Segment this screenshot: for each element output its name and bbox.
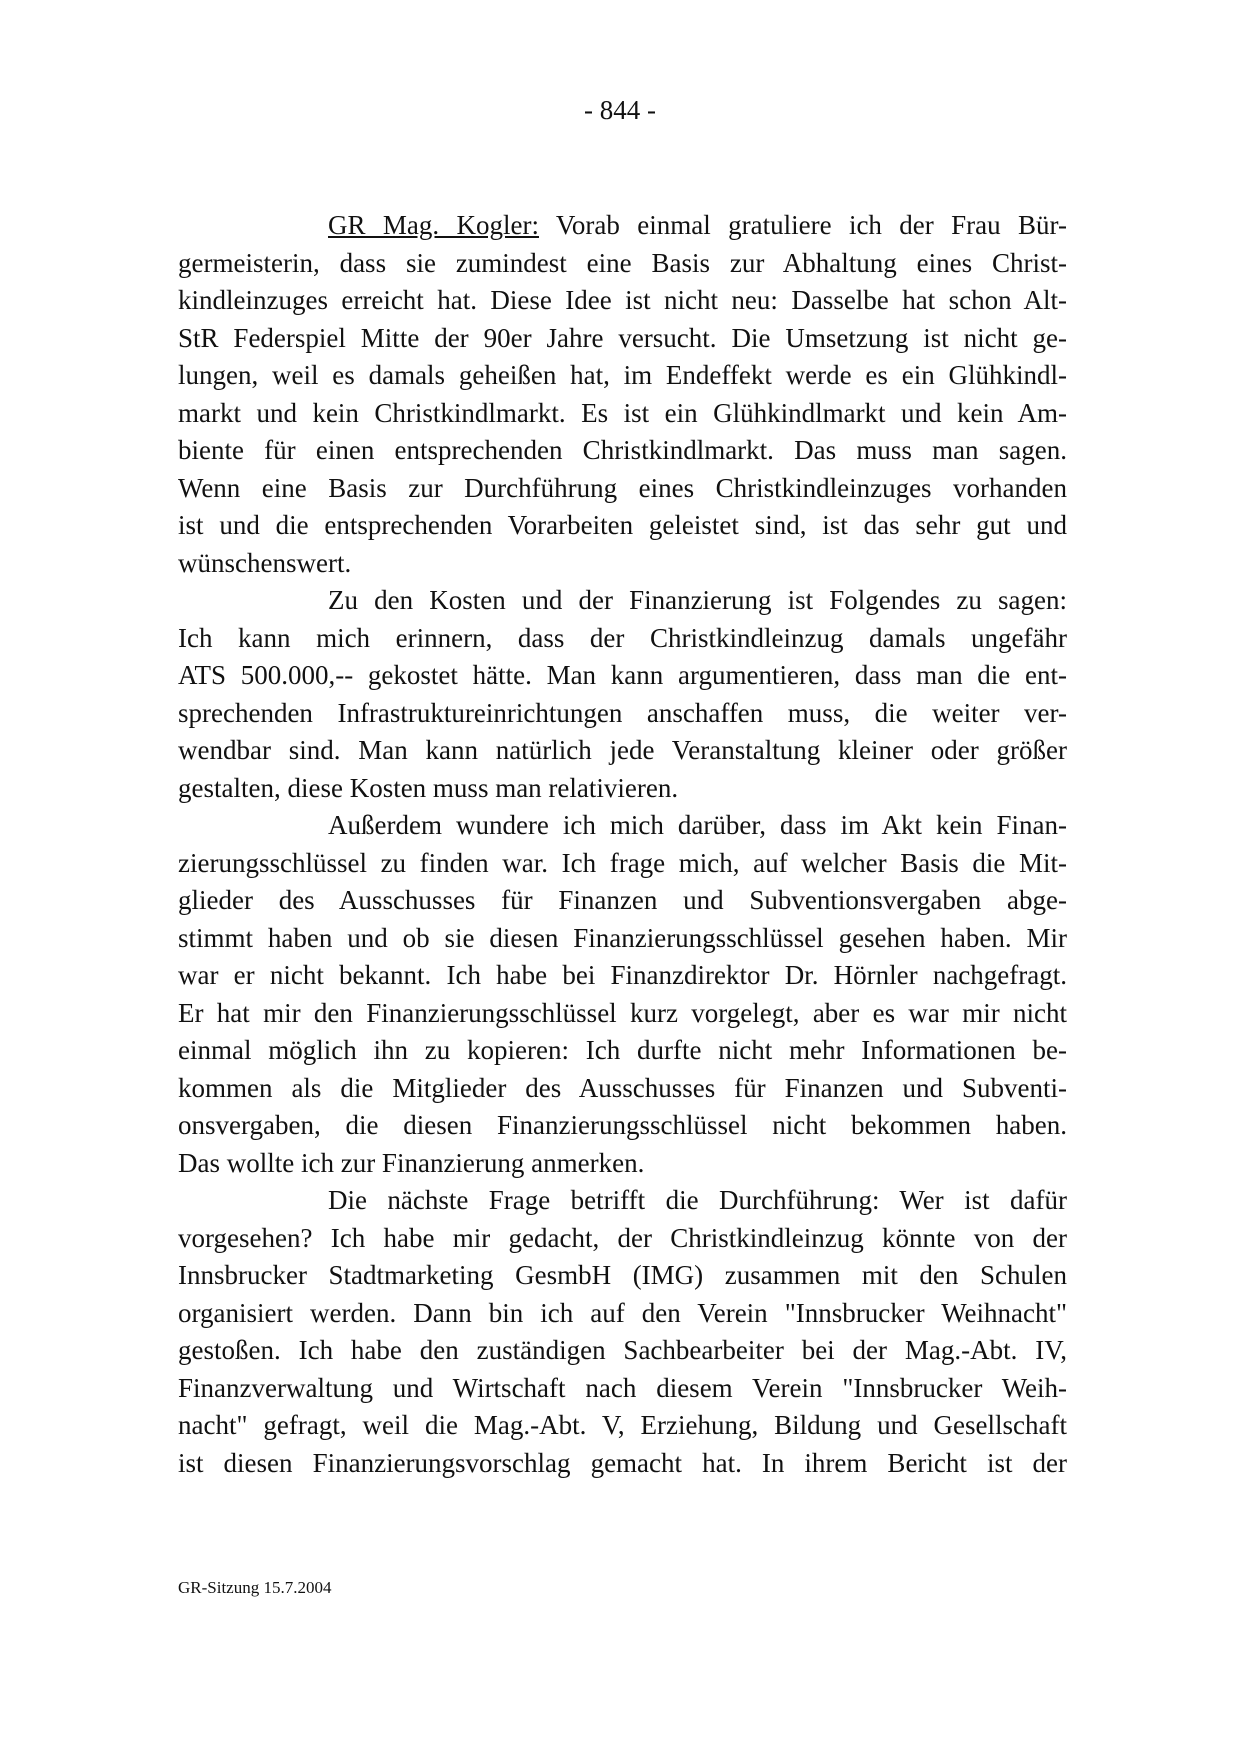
- paragraph-2: [178, 582, 1067, 807]
- text-line: kommen als die Mitglieder des Ausschusses für Finanzen und Subventi-: [178, 1072, 1067, 1103]
- paragraph-3: [178, 807, 1067, 1182]
- speaker-name: GR Mag. Kogler:: [328, 210, 539, 240]
- text-line: organisiert werden. Dann bin ich auf den Verein "Innsbrucker Weihnacht": [178, 1297, 1067, 1328]
- text-line: Außerdem wundere ich mich darüber, dass im Akt kein Finan-: [328, 810, 1067, 840]
- text-line: ATS 500.000,-- gekostet hätte. Man kann argumentieren, dass man die ent-: [178, 660, 1067, 690]
- text-line: Zu den Kosten und der Finanzierung ist Folgendes zu sagen:: [328, 585, 1067, 615]
- text-line: stimmt haben und ob sie diesen Finanzierungsschlüssel gesehen haben. Mir: [178, 922, 1067, 953]
- text-line: sprechenden Infrastruktureinrichtungen anschaffen muss, die weiter ver-: [178, 697, 1067, 728]
- document-body: [178, 207, 1067, 1482]
- text-line: kindleinzuges erreicht hat. Diese Idee ist nicht neu: Dasselbe hat schon Alt-: [178, 285, 1067, 315]
- text-line: GR Mag. Kogler: Vorab einmal gratuliere ich der Frau Bür-: [328, 210, 1067, 240]
- text-line: gestoßen. Ich habe den zuständigen Sachbearbeiter bei der Mag.-Abt. IV,: [178, 1335, 1067, 1365]
- text-line: ist diesen Finanzierungsvorschlag gemacht hat. In ihrem Bericht ist der: [178, 1447, 1067, 1478]
- text-line: lungen, weil es damals geheißen hat, im Endeffekt werde es ein Glühkindl-: [178, 360, 1067, 390]
- paragraph-4: [178, 1182, 1067, 1482]
- page-number: - 844 -: [584, 95, 656, 125]
- text-line: einmal möglich ihn zu kopieren: Ich durfte nicht mehr Informationen be-: [178, 1035, 1067, 1065]
- text-line: zierungsschlüssel zu finden war. Ich frage mich, auf welcher Basis die Mit-: [178, 847, 1067, 878]
- text-line: nacht" gefragt, weil die Mag.-Abt. V, Erziehung, Bildung und Gesellschaft: [178, 1410, 1067, 1440]
- text-line: vorgesehen? Ich habe mir gedacht, der Christkindleinzug könnte von der: [178, 1222, 1067, 1253]
- text-line: Ich kann mich erinnern, dass der Christkindleinzug damals ungefähr: [178, 622, 1067, 653]
- text-line: StR Federspiel Mitte der 90er Jahre versucht. Die Umsetzung ist nicht ge-: [178, 322, 1067, 353]
- text-line: Wenn eine Basis zur Durchführung eines Christkindleinzuges vorhanden: [178, 472, 1067, 503]
- paragraph-1: [178, 207, 1067, 582]
- text-line: gestalten, diese Kosten muss man relativieren.: [178, 772, 679, 803]
- text-line: biente für einen entsprechenden Christkindlmarkt. Das muss man sagen.: [178, 435, 1067, 465]
- text-line: wendbar sind. Man kann natürlich jede Veranstaltung kleiner oder größer: [178, 735, 1067, 765]
- text-line: onsvergaben, die diesen Finanzierungsschlüssel nicht bekommen haben.: [178, 1110, 1067, 1140]
- text-line: germeisterin, dass sie zumindest eine Basis zur Abhaltung eines Christ-: [178, 247, 1067, 278]
- text-line: markt und kein Christkindlmarkt. Es ist ein Glühkindlmarkt und kein Am-: [178, 397, 1067, 428]
- text-line: Innsbrucker Stadtmarketing GesmbH (IMG) zusammen mit den Schulen: [178, 1260, 1067, 1290]
- footer-session-date: GR-Sitzung 15.7.2004: [178, 1578, 332, 1597]
- text-line: Das wollte ich zur Finanzierung anmerken.: [178, 1147, 645, 1178]
- text-line: war er nicht bekannt. Ich habe bei Finanzdirektor Dr. Hörnler nachgefragt.: [178, 960, 1067, 990]
- text-line: glieder des Ausschusses für Finanzen und Subventionsvergaben abge-: [178, 885, 1067, 915]
- text-line: Die nächste Frage betrifft die Durchführung: Wer ist dafür: [328, 1185, 1067, 1215]
- text-line: wünschenswert.: [178, 547, 352, 578]
- text-line: ist und die entsprechenden Vorarbeiten geleistet sind, ist das sehr gut und: [178, 510, 1067, 540]
- text-line: Finanzverwaltung und Wirtschaft nach diesem Verein "Innsbrucker Weih-: [178, 1372, 1067, 1403]
- text-line: Er hat mir den Finanzierungsschlüssel kurz vorgelegt, aber es war mir nicht: [178, 997, 1067, 1028]
